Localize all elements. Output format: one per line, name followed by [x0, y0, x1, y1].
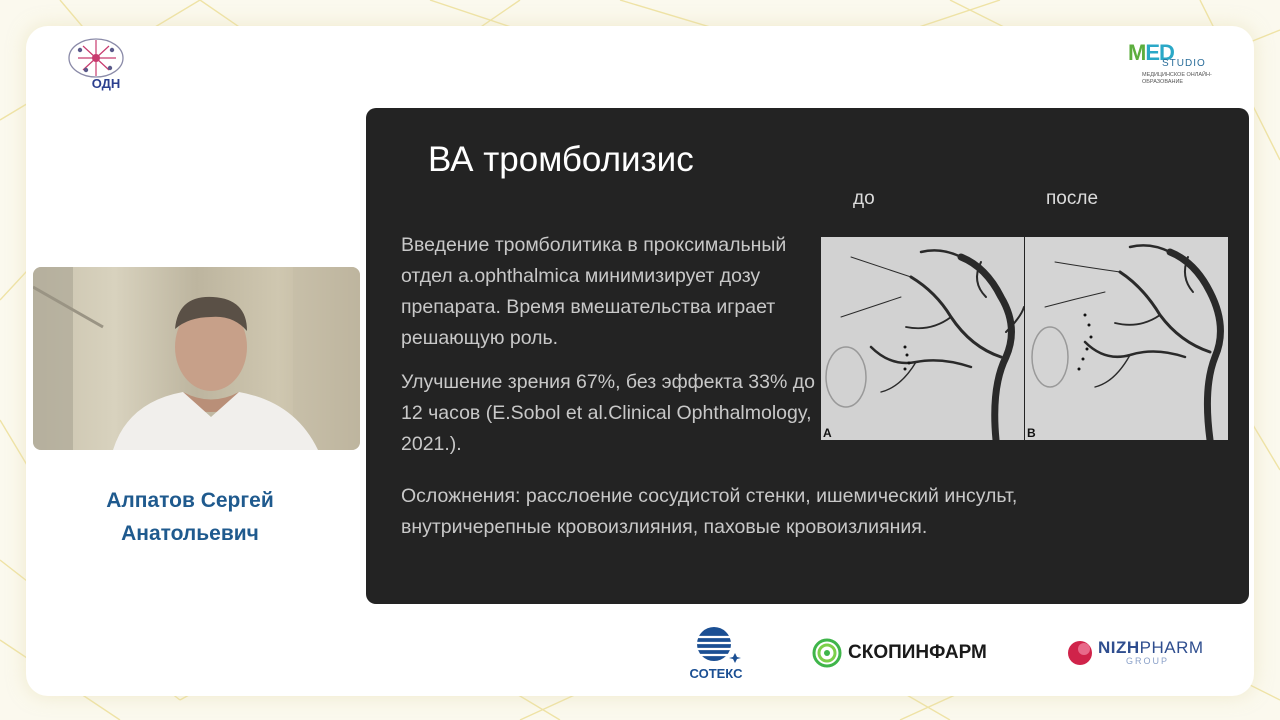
slide-title: ВА тромболизис	[428, 140, 694, 179]
med-logo-subtitle: МЕДИЦИНСКОЕ ОНЛАЙН-ОБРАЗОВАНИЕ	[1142, 72, 1212, 85]
angiogram-label-a: A	[823, 426, 832, 440]
label-after: после	[1046, 188, 1099, 209]
presentation-slide	[366, 108, 1249, 604]
brain-star-icon	[66, 36, 134, 92]
sotex-globe-icon	[688, 626, 744, 666]
speaker-webcam	[33, 267, 360, 450]
angiogram-after-image	[1025, 237, 1228, 440]
angiogram-before-image	[821, 237, 1024, 440]
slide-paragraph-procedure: Введение тромболитика в проксимальный отдел a.ophthalmica минимизирует дозу препарата. Время вмешательства играет решающую роль.	[401, 234, 787, 349]
nizhpharm-circle-icon	[1066, 639, 1094, 667]
sponsor-sotex-logo	[688, 626, 744, 682]
med-logo-studio: STUDIO	[1162, 58, 1206, 69]
nizhpharm-text-rest: PHARM	[1139, 638, 1204, 657]
nizhpharm-text-bold: NIZH	[1098, 638, 1140, 657]
angiogram-label-b: B	[1027, 426, 1036, 440]
speaker-name-line2: Анатольевич	[121, 522, 259, 545]
skopinpharm-swirl-icon	[812, 638, 842, 668]
label-before: до	[853, 188, 875, 209]
nizhpharm-text	[1098, 638, 1204, 658]
angiogram-after	[1025, 237, 1228, 440]
med-logo-ed: ED	[1145, 40, 1174, 65]
speaker-name	[40, 484, 340, 550]
odn-logo-text: ОДН	[91, 76, 121, 91]
med-studio-logo	[1128, 40, 1224, 90]
speaker-name-line1: Алпатов Сергей	[106, 489, 274, 512]
sotex-text: СОТЕКС	[689, 666, 743, 681]
sponsor-skopinpharm-logo	[812, 636, 1012, 670]
med-logo-m: M	[1128, 40, 1146, 65]
odn-logo	[66, 36, 134, 92]
speaker-video-frame	[33, 267, 360, 450]
slide-paragraph-outcome: Улучшение зрения 67%, без эффекта 33% до 12 часов (E.Sobol et al.Clinical Ophthalmology, 2021.).	[401, 371, 815, 455]
skopinpharm-text: СКОПИНФАРМ	[848, 642, 987, 663]
slide-paragraph-complications: Осложнения: расслоение сосудистой стенки, ишемический инсульт, внутричерепные кровоизлияния, паховые кровоизлияния.	[401, 485, 1018, 538]
sponsor-nizhpharm-logo	[1066, 636, 1226, 670]
nizhpharm-group-text: GROUP	[1126, 656, 1170, 666]
angiogram-before	[821, 237, 1024, 440]
